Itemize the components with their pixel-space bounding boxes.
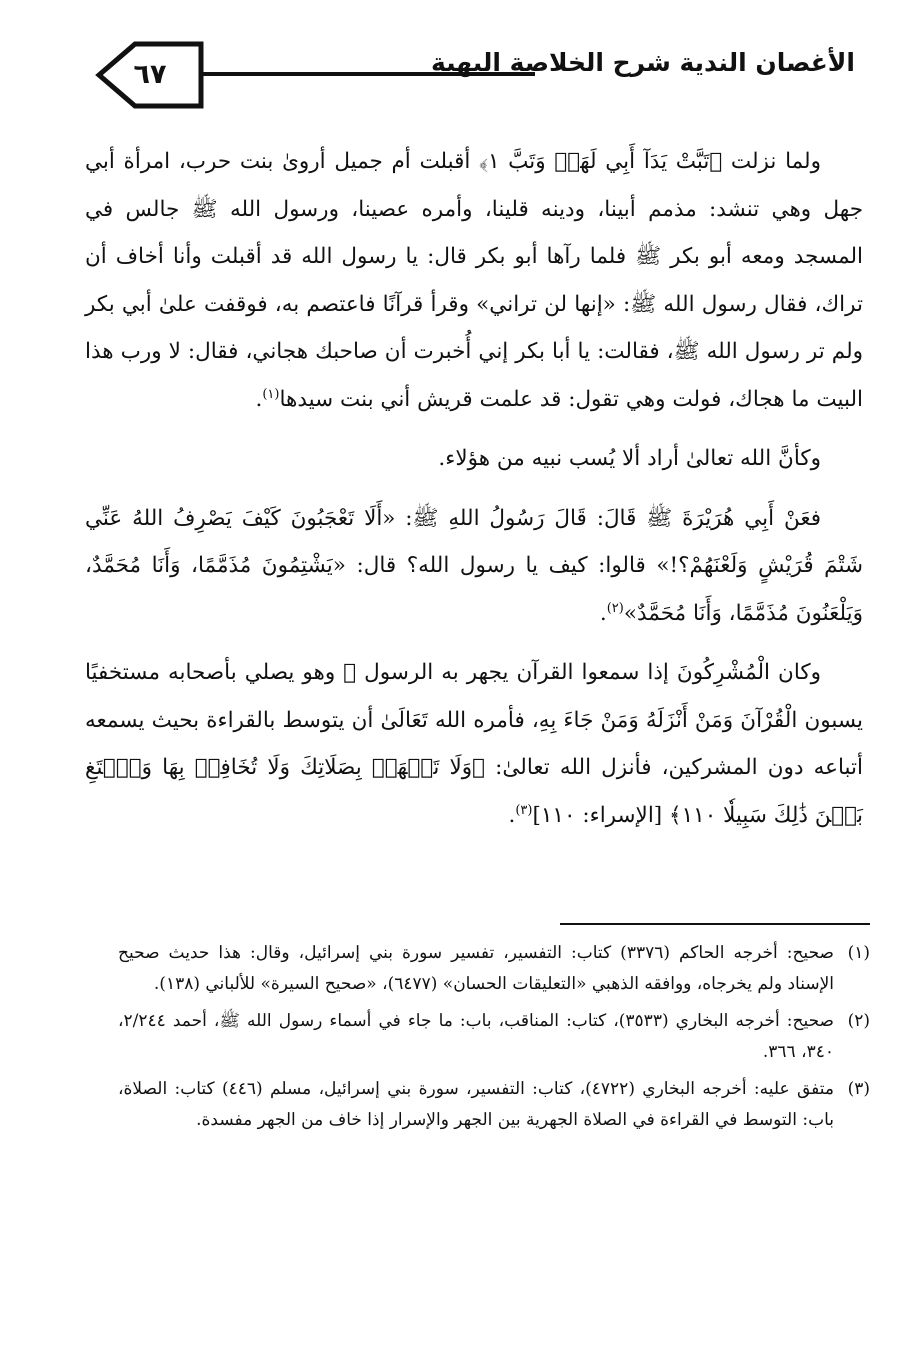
paragraph: فعَنْ أَبِي هُرَيْرَةَ ﷺ قَالَ: قَالَ رَسُولُ اللهِ ﷺ: «أَلَا تَعْجَبُونَ كَيْفَ يَصْرِفُ اللهُ عَنِّي شَتْمَ قُرَيْشٍ وَلَعْنَهُمْ؟!» قالوا: كيف يا رسول الله؟ قال: «يَشْتِمُونَ مُذَمَّمًا، وَأَنَا مُحَمَّدٌ، وَيَلْعَنُونَ مُذَمَّمًا، وَأَنَا مُحَمَّدٌ»$^{(٢)}$. — [85, 505, 863, 626]
page-number: ٦٧ — [133, 59, 167, 90]
paragraph: وكان الْمُشْرِكُونَ إذا سمعوا القرآن يجهر به الرسول ﷺ وهو يصلي بأصحابه مستخفيًا يسبون الْقُرْآنَ وَمَنْ أَنْزَلَهُ وَمَنْ جَاءَ بِهِ، فأمره الله تَعَالَىٰ أن يتوسط بالقراءة بحيث يسمعه أتباعه دون المشركين، فأنزل الله تعالىٰ: ﴿وَلَا تَجۡهَرۡ بِصَلَاتِكَ وَلَا تُخَافِتۡ بِهَا وَٱبۡتَغِ بَيۡنَ ذَٰلِكَ سَبِيلٗا ١١٠﴾ [الإسراء: ١١٠]$^{(٣)}$. — [85, 660, 863, 828]
footnote-marker: (٣) — [515, 802, 533, 818]
footnote: (٢) صحيح: أخرجه البخاري (٣٥٣٣)، كتاب: المناقب، باب: ما جاء في أسماء رسول الله ﷺ، أحمد ٢/٢٤٤، ٣٤٠، ٣٦٦. — [118, 1006, 870, 1068]
footnote-number: (١) — [847, 943, 870, 963]
footnote: (١) صحيح: أخرجه الحاكم (٣٣٧٦) كتاب: التفسير، تفسير سورة بني إسرائيل، وقال: هذا حديث صحيح الإسناد ولم يخرجاه، ووافقه الذهبي «التعليقات الحسان» (٦٤٧٧)، «صحيح السيرة» للألباني (١٣٨). — [118, 938, 870, 1000]
footnote-number: (٢) — [847, 1011, 870, 1031]
footnote: (٣) متفق عليه: أخرجه البخاري (٤٧٢٢)، كتاب: التفسير، سورة بني إسرائيل، مسلم (٤٤٦) كتاب: الصلاة، باب: التوسط في القراءة في الصلاة الجهرية بين الجهر والإسرار إذا خاف من الجهر مفسدة. — [118, 1074, 870, 1136]
footnotes — [118, 938, 870, 1142]
paragraph: وكأنَّ الله تعالىٰ أراد ألا يُسب نبيه من هؤلاء. — [438, 446, 821, 471]
footnote-marker: (١) — [262, 386, 280, 402]
page-header — [95, 40, 855, 110]
main-text — [85, 138, 863, 851]
footnote-divider — [560, 923, 870, 925]
paragraph: ولما نزلت ﴿تَبَّتْ يَدَآ أَبِي لَهَبٖ وَتَبَّ ١﴾ أقبلت أم جميل أروىٰ بنت حرب، امرأة أبي جهل وهي تنشد: مذمم أبينا، ودينه قلينا، وأمره عصينا، ورسول الله ﷺ جالس في المسجد ومعه أبو بكر ﷺ فلما رآها أبو بكر قال: يا رسول الله قد أقبلت وأنا أخاف أن تراك، فقال رسول الله ﷺ: «إنها لن تراني» وقرأ قرآنًا فاعتصم به، فوقفت علىٰ أبي بكر ولم تر رسول الله ﷺ، فقالت: يا أبا بكر إني أُخبرت أن صاحبك هجاني، فقال: لا ورب هذا البيت ما هجاك، فولت وهي تقول: قد علمت قريش أني بنت سيدها$^{(١)}$. — [85, 149, 863, 412]
book-title: الأغصان الندية شرح الخلاصة البهية — [430, 48, 855, 77]
footnote-number: (٣) — [847, 1079, 870, 1099]
footnote-marker: (٢) — [606, 600, 624, 616]
